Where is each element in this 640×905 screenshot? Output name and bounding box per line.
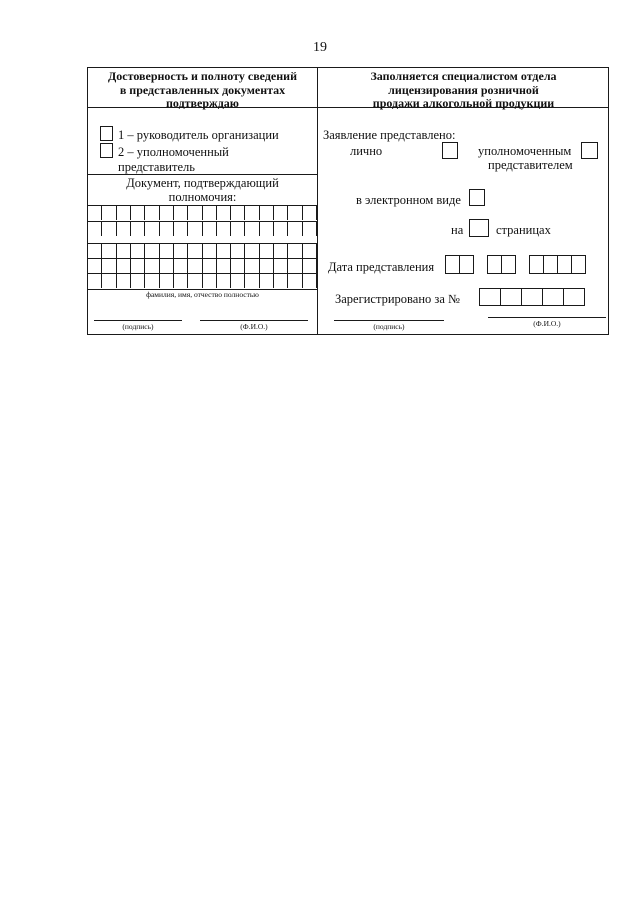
- document-caption-line-1: Документ, подтверждающий: [126, 176, 279, 190]
- document-grid-cell[interactable]: [145, 206, 159, 220]
- document-grid-cell[interactable]: [188, 206, 202, 220]
- document-grid-cell[interactable]: [260, 206, 274, 220]
- name-grid-cell[interactable]: [274, 259, 288, 273]
- name-grid-cell[interactable]: [160, 244, 174, 258]
- date-digit-box[interactable]: [445, 255, 460, 274]
- document-grid[interactable]: [88, 205, 317, 237]
- date-digit-box[interactable]: [487, 255, 502, 274]
- document-grid-cell[interactable]: [217, 206, 231, 220]
- registration-digit-box[interactable]: [521, 288, 543, 306]
- representative-label: уполномоченным: [478, 144, 572, 158]
- registration-digit-box[interactable]: [479, 288, 501, 306]
- date-boxes[interactable]: [445, 255, 587, 274]
- name-grid-cell[interactable]: [303, 274, 317, 288]
- right-signature-caption: (подпись): [373, 322, 405, 331]
- right-header-line-2: лицензирования розничной: [388, 82, 539, 97]
- name-grid-cell[interactable]: [102, 274, 116, 288]
- document-grid-cell[interactable]: [303, 222, 317, 236]
- registration-digit-box[interactable]: [542, 288, 564, 306]
- name-grid-cell[interactable]: [188, 244, 202, 258]
- document-grid-cell[interactable]: [174, 222, 188, 236]
- document-grid-cell[interactable]: [102, 206, 116, 220]
- registered-label: Зарегистрировано за №: [335, 292, 460, 306]
- left-header-line-1: Достоверность и полноту сведений: [108, 69, 297, 83]
- left-fio-caption: (Ф.И.О.): [240, 322, 268, 331]
- document-grid-cell[interactable]: [160, 206, 174, 220]
- name-grid-cell[interactable]: [145, 244, 159, 258]
- option-2-label: 2 – уполномоченный: [118, 145, 229, 159]
- name-grid-cell[interactable]: [131, 244, 145, 258]
- date-digit-box[interactable]: [571, 255, 586, 274]
- document-grid-cell[interactable]: [231, 222, 245, 236]
- right-header-line-3: продажи алкогольной продукции: [372, 96, 555, 110]
- date-digit-box[interactable]: [543, 255, 558, 274]
- name-grid-cell[interactable]: [131, 274, 145, 288]
- left-header-line-3: подтверждаю: [166, 96, 239, 110]
- name-grid-cell[interactable]: [102, 244, 116, 258]
- document-grid-cell[interactable]: [203, 206, 217, 220]
- left-header-line-2: в представленных документах: [119, 82, 286, 97]
- name-grid-cell[interactable]: [274, 244, 288, 258]
- document-grid-cell[interactable]: [303, 206, 317, 220]
- document-grid-cell[interactable]: [288, 222, 302, 236]
- name-grid-cell[interactable]: [260, 244, 274, 258]
- name-grid-cell[interactable]: [188, 259, 202, 273]
- name-grid-cell[interactable]: [231, 259, 245, 273]
- document-grid-cell[interactable]: [274, 222, 288, 236]
- document-grid-row: [88, 221, 317, 236]
- registration-digit-box[interactable]: [500, 288, 522, 306]
- right-header-line-1: Заполняется специалистом отдела: [370, 69, 557, 83]
- document-grid-row: [88, 205, 317, 220]
- in-person-checkbox[interactable]: [442, 142, 458, 159]
- left-fio-line[interactable]: [200, 320, 308, 321]
- name-grid-cell[interactable]: [160, 274, 174, 288]
- registration-number-boxes[interactable]: [479, 288, 587, 306]
- document-grid-cell[interactable]: [231, 206, 245, 220]
- document-grid-cell[interactable]: [174, 206, 188, 220]
- name-grid-row: [88, 273, 317, 288]
- name-grid-cell[interactable]: [117, 274, 131, 288]
- on-label: на: [451, 223, 464, 237]
- left-column-header: [90, 70, 315, 111]
- pages-label: страницах: [496, 223, 551, 237]
- document-caption-line-2: полномочия:: [168, 190, 237, 204]
- document-grid-cell[interactable]: [131, 222, 145, 236]
- name-grid-cell[interactable]: [131, 259, 145, 273]
- fio-caption: фамилия, имя, отчество полностью: [146, 290, 259, 299]
- document-grid-cell[interactable]: [288, 206, 302, 220]
- document-grid-cell[interactable]: [188, 222, 202, 236]
- representative-label-cont: представителем: [488, 158, 573, 172]
- name-grid-cell[interactable]: [245, 244, 259, 258]
- name-grid-cell[interactable]: [102, 259, 116, 273]
- document-section-divider: [88, 174, 317, 175]
- name-grid-cell[interactable]: [117, 259, 131, 273]
- option-2-checkbox[interactable]: [100, 143, 113, 158]
- document-grid-cell[interactable]: [145, 222, 159, 236]
- in-person-label: лично: [350, 144, 383, 158]
- name-grid-row: [88, 243, 317, 258]
- name-grid-cell[interactable]: [145, 259, 159, 273]
- document-grid-cell[interactable]: [160, 222, 174, 236]
- name-grid-cell[interactable]: [260, 274, 274, 288]
- name-grid[interactable]: [88, 243, 317, 289]
- name-grid-cell[interactable]: [245, 274, 259, 288]
- name-grid-cell[interactable]: [88, 274, 102, 288]
- name-grid-cell[interactable]: [288, 274, 302, 288]
- document-grid-cell[interactable]: [217, 222, 231, 236]
- name-grid-cell[interactable]: [203, 259, 217, 273]
- name-grid-cell[interactable]: [288, 244, 302, 258]
- name-grid-cell[interactable]: [274, 274, 288, 288]
- document-grid-cell[interactable]: [102, 222, 116, 236]
- right-signature-line[interactable]: [334, 320, 444, 321]
- name-grid-cell[interactable]: [203, 244, 217, 258]
- name-grid-cell[interactable]: [245, 259, 259, 273]
- name-grid-cell[interactable]: [174, 259, 188, 273]
- option-1-label: 1 – руководитель организации: [118, 128, 279, 142]
- option-1-checkbox[interactable]: [100, 126, 113, 141]
- right-fio-line[interactable]: [488, 317, 606, 318]
- submitted-label: Заявление представлено:: [323, 128, 456, 142]
- name-grid-cell[interactable]: [188, 274, 202, 288]
- page-number: 19: [313, 40, 327, 55]
- name-grid-cell[interactable]: [217, 244, 231, 258]
- document-grid-cell[interactable]: [88, 206, 102, 220]
- left-signature-caption: (подпись): [122, 322, 154, 331]
- document-grid-cell[interactable]: [117, 206, 131, 220]
- name-grid-cell[interactable]: [174, 244, 188, 258]
- name-grid-cell[interactable]: [88, 259, 102, 273]
- name-grid-cell[interactable]: [260, 259, 274, 273]
- name-grid-cell[interactable]: [117, 244, 131, 258]
- document-grid-cell[interactable]: [274, 206, 288, 220]
- date-label: Дата представления: [328, 260, 435, 274]
- right-column-header: [320, 70, 607, 111]
- left-signature-line[interactable]: [94, 320, 182, 321]
- name-grid-cell[interactable]: [217, 259, 231, 273]
- name-grid-cell[interactable]: [217, 274, 231, 288]
- electronic-label: в электронном виде: [356, 193, 461, 207]
- date-digit-box[interactable]: [557, 255, 572, 274]
- name-grid-cell[interactable]: [303, 259, 317, 273]
- document-grid-cell[interactable]: [131, 206, 145, 220]
- document-grid-cell[interactable]: [245, 206, 259, 220]
- name-grid-row: [88, 258, 317, 273]
- registration-digit-box[interactable]: [563, 288, 585, 306]
- electronic-checkbox[interactable]: [469, 189, 485, 206]
- representative-checkbox[interactable]: [581, 142, 598, 159]
- right-fio-caption: (Ф.И.О.): [533, 319, 561, 328]
- document-grid-cell[interactable]: [203, 222, 217, 236]
- name-grid-cell[interactable]: [231, 244, 245, 258]
- name-grid-cell[interactable]: [174, 274, 188, 288]
- date-digit-box[interactable]: [529, 255, 544, 274]
- pages-count-box[interactable]: [469, 219, 489, 237]
- name-grid-cell[interactable]: [288, 259, 302, 273]
- document-grid-cell[interactable]: [260, 222, 274, 236]
- name-grid-cell[interactable]: [231, 274, 245, 288]
- name-grid-cell[interactable]: [303, 244, 317, 258]
- name-grid-cell[interactable]: [160, 259, 174, 273]
- option-2-label-cont: представитель: [118, 160, 195, 174]
- name-grid-cell[interactable]: [145, 274, 159, 288]
- document-grid-cell[interactable]: [88, 222, 102, 236]
- document-grid-cell[interactable]: [117, 222, 131, 236]
- form-table: [87, 67, 609, 335]
- name-grid-cell[interactable]: [88, 244, 102, 258]
- date-digit-box[interactable]: [501, 255, 516, 274]
- document-grid-cell[interactable]: [245, 222, 259, 236]
- name-grid-cell[interactable]: [203, 274, 217, 288]
- date-digit-box[interactable]: [459, 255, 474, 274]
